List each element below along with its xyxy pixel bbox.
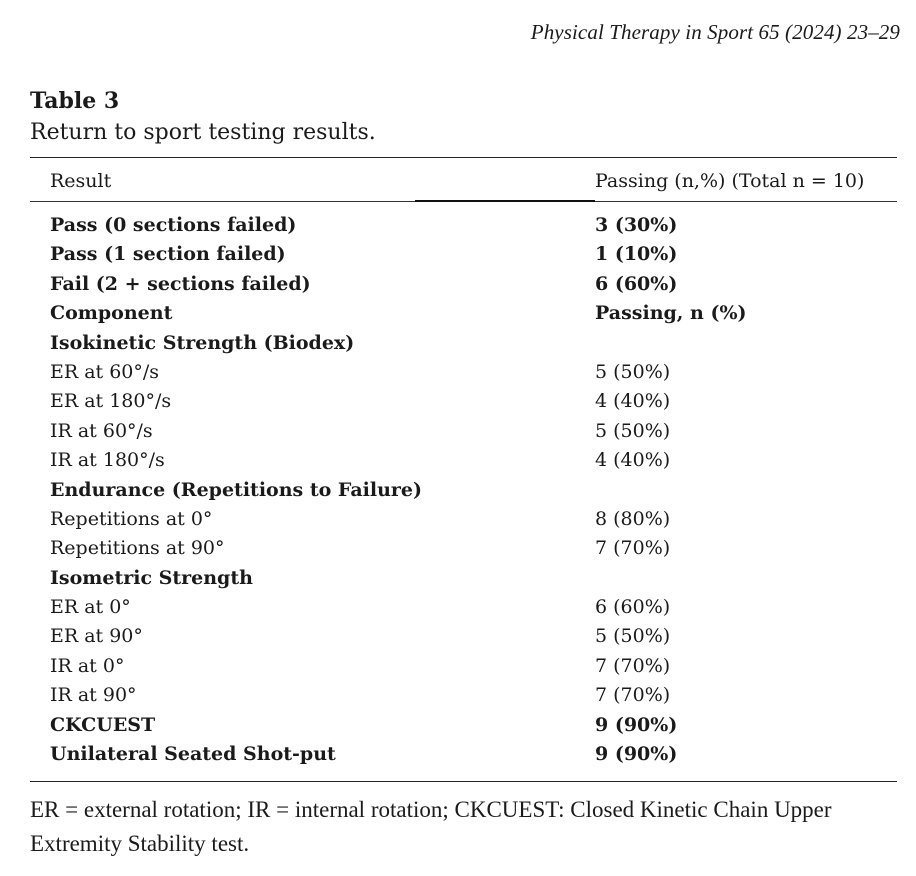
row-label: Unilateral Seated Shot-put (50, 743, 336, 766)
table-row (0, 271, 916, 300)
table-row (0, 359, 916, 388)
row-value: 3 (30%) (595, 214, 678, 236)
row-label: IR at 90° (50, 684, 137, 707)
row-value: 9 (90%) (595, 713, 678, 736)
table-row (0, 506, 916, 535)
row-value: 7 (70%) (595, 654, 671, 677)
header-rule-accent (415, 200, 595, 202)
row-label: Pass (1 section failed) (50, 243, 286, 266)
table-row (0, 682, 916, 711)
row-label: IR at 60°/s (50, 419, 153, 442)
table-row (0, 241, 916, 270)
table-footnote: ER = external rotation; IR = internal rotation; CKCUEST: Closed Kinetic Chain Upper Extremity Stability test. (30, 797, 832, 856)
row-value: 7 (70%) (595, 537, 671, 560)
row-label: Endurance (Repetitions to Failure) (50, 478, 422, 501)
row-value: 5 (50%) (595, 625, 671, 648)
row-label: Component (50, 302, 173, 325)
row-label: ER at 0° (50, 596, 131, 619)
row-label: Repetitions at 0° (50, 507, 213, 530)
row-label: Fail (2 + sections failed) (50, 272, 311, 295)
table-row (0, 477, 916, 506)
row-label: Isokinetic Strength (Biodex) (50, 331, 355, 354)
row-label: Repetitions at 90° (50, 537, 225, 560)
table-row (0, 712, 916, 741)
row-label: Isometric Strength (50, 566, 253, 589)
table-row (0, 212, 916, 241)
row-value: 6 (60%) (595, 596, 671, 619)
column-header-result: Result (50, 170, 112, 192)
row-value: 4 (40%) (595, 390, 671, 413)
row-label: IR at 0° (50, 654, 125, 677)
table-row (0, 330, 916, 359)
row-value: 5 (50%) (595, 419, 671, 442)
row-value: Passing, n (%) (595, 302, 747, 325)
row-label: CKCUEST (50, 713, 156, 736)
table-bottom-rule (30, 781, 897, 782)
row-value: 7 (70%) (595, 684, 671, 707)
row-value: 1 (10%) (595, 243, 678, 266)
row-label: ER at 60°/s (50, 360, 160, 383)
table-row (0, 741, 916, 770)
row-label: Pass (0 sections failed) (50, 214, 297, 236)
table-row (0, 447, 916, 476)
table-caption: Return to sport testing results. (30, 120, 376, 145)
table-row (0, 300, 916, 329)
row-label: ER at 90° (50, 625, 143, 648)
row-label: IR at 180°/s (50, 449, 165, 472)
table-body (0, 212, 916, 770)
table-row (0, 418, 916, 447)
row-label: ER at 180°/s (50, 390, 172, 413)
row-value: 5 (50%) (595, 360, 671, 383)
column-header-passing: Passing (n,%) (Total n = 10) (595, 170, 865, 192)
table-row (0, 535, 916, 564)
row-value: 9 (90%) (595, 743, 678, 766)
table-label: Table 3 (30, 88, 120, 114)
table-row (0, 594, 916, 623)
journal-citation: Physical Therapy in Sport 65 (2024) 23–29 (530, 20, 900, 44)
row-value: 8 (80%) (595, 507, 671, 530)
row-value: 4 (40%) (595, 449, 671, 472)
table-row (0, 565, 916, 594)
row-value: 6 (60%) (595, 272, 678, 295)
table-row (0, 388, 916, 417)
table-row (0, 623, 916, 652)
table-row (0, 653, 916, 682)
table-top-rule (30, 157, 897, 158)
